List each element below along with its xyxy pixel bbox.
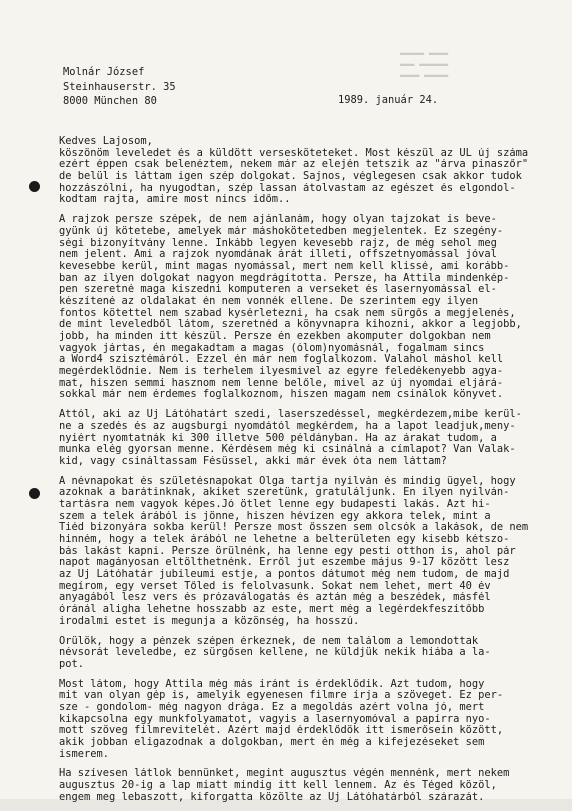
text-line: fontos kötettel nem szabad kysérletezni, ha csak nem sürgős a megjelenés, <box>59 307 516 319</box>
sender-address <box>63 65 176 109</box>
text-line: Most látom, hogy Attila még más iránt is érdeklődik. Azt tudom, hogy <box>59 678 485 690</box>
text-line: akik jobban eligazodnak a dolgokban, mert én még a kifejezéseket sem <box>59 737 485 748</box>
text-line: készítené az oldalakat én nem vonnék ellene. De szerintem egy ilyen <box>59 295 479 307</box>
punch-hole-top <box>29 181 40 192</box>
text-line: ségi bizonyítvány lenne. Inkább legyen kevesebb rajz, de még sehol meg <box>59 237 497 249</box>
text-line: Tiéd bizonyára sokba kerül! Persze most ősszen sem olcsók a lakások, de nem <box>59 522 529 534</box>
text-line: Ha szívesen látlok bennünket, megint augusztus végén mennénk, mert nekem <box>59 768 510 780</box>
salutation-line: Kedves Lajosom, <box>59 136 153 147</box>
text-line: engem meg lebaszott, kiforgatta közölte az Új Látóhatárból szárazát. <box>59 791 485 803</box>
text-line: Örülök, hogy a pénzek szépen érkeznek, de nem találom a lemondottak <box>59 635 479 647</box>
text-line: szem a telek árából is jönne, hiszen hévízen egy akkora telek, mint a <box>59 510 491 522</box>
text-line: ezért éppen csak belenéztem, nekem már az elején tetszik az "árva pinaszőr" <box>59 159 529 171</box>
text-line: pot. <box>59 658 85 670</box>
text-line: a Word4 szisztémáról. Ezzel én már nem foglalkozom. Valahol máshol kell <box>59 354 504 366</box>
paragraph <box>59 148 554 206</box>
text-line: mott szöveg filmrevitelét. Azért majd érdeklődök itt ismerősein között, <box>59 725 504 737</box>
text-line: kevesebbe kerül, mint magas nyomással, mert nem kell klissé, ami korább- <box>59 260 510 272</box>
text-line: hozzászólni, ha nyugodtan, szép lassan átolvastam az egészet és elgondol- <box>59 182 516 194</box>
text-line: A névnapokat és születésnapokat Olga tartja nyilván és mindig ügyel, hogy <box>59 475 516 487</box>
text-line: sokkal már nem érdemes foglalkoznom, hiszen magam nem csinálok könyvet. <box>59 389 504 401</box>
text-line: munka elég gyorsan menne. Kérdésem még ki csinálná a címlapot? Van Valak- <box>59 444 516 456</box>
paragraph <box>59 768 554 803</box>
text-line: megírom, egy verset Tőled is felolvasunk. Sokat nem lehet, mert 40 év <box>59 580 491 592</box>
text-line: kodtam rajta, amire most nincs időm.. <box>59 194 291 206</box>
text-line: irodalmi estet is megunja a közönség, ha hosszú. <box>59 615 360 627</box>
punch-hole-bottom <box>29 488 40 499</box>
paragraph <box>59 214 554 401</box>
show-through-text: ▬▬▬▬▬ ▬▬▬▬ ▬▬▬ ▬▬▬▬▬▬ ▬▬▬▬ ▬▬▬▬▬ <box>400 49 449 80</box>
text-line: vagyok jártas, én megakadtam a magas (ólom)nyomásnál, fogalmam sincs <box>59 342 485 354</box>
paragraph <box>59 679 554 761</box>
text-line: köszönöm leveledet és a küldött versesköteteket. Most készül az UL új száma <box>59 147 529 159</box>
paragraph <box>59 409 554 467</box>
text-line: pen szeretné maga kiszedni komputeren a verseket és lasernyomással el- <box>59 284 497 296</box>
letter-body <box>59 136 554 811</box>
sender-street: Steinhauserstr. 35 <box>63 80 176 93</box>
text-line: tartásra nem vagyok képes.Jó ötlet lenne egy budapesti lakás. Azt hi- <box>59 498 491 510</box>
letter-date: 1989. január 24. <box>338 94 439 106</box>
text-line: az Új Látóhatár jubileumi estje, a pontos dátumot még nem tudom, de majd <box>59 569 510 581</box>
text-line: mit van olyan gép is, amelyik egyenesen filmre írja a szöveget. Ez per- <box>59 690 504 702</box>
text-line: kikapcsolna egy munkfolyamatot, vagyis a lasernyomóval a papírra nyo- <box>59 713 491 725</box>
text-line: nyiért nyomtatnák ki 300 illetve 500 példányban. Ha az árakat tudom, a <box>59 432 497 444</box>
text-line: hinném, hogy a telek árából ne lehetne a belterületen egy kisebb kétszo- <box>59 534 510 545</box>
text-line: ban az ilyen dolgokat nagyon megdrágította. Persze, ha Attila mindenkép- <box>59 272 510 284</box>
text-line: névsorát leveledbe, ez sürgősen kellene, ne küldjük nekik hiába a la- <box>59 647 491 659</box>
text-line: óránál aligha lehetne hosszabb az este, mert még a legérdekfeszítőbb <box>59 604 485 616</box>
sender-city: 8000 München 80 <box>63 95 157 107</box>
text-line: Attól, aki az Új Látóhatárt szedi, laserszedéssel, megkérdezem,mibe kerül- <box>59 409 522 421</box>
text-line: ne a szedés és az augsburgi nyomdától megkérdem, ha a lapot leadjuk,meny- <box>59 420 516 432</box>
text-line: kid, vagy csináltassam Fésüssel, akki már évek óta nem láttam? <box>59 455 447 467</box>
text-line: jobb, ha minden itt készül. Persze én ezekben akomputer dolgokban nem <box>59 331 491 342</box>
text-line: mat, hiszen semmi hasznom nem lenne belőle, mivel az új nyomdai eljárá- <box>59 377 504 389</box>
text-line: gyünk új kötetebe, amelyek már máshokötetedben megjelentek. Ez szegény- <box>59 225 504 237</box>
text-line: megérdeklődnie. Nem is terhelem ilyesmivel az egyre feledékenyebb agya- <box>59 366 504 378</box>
text-line: napot magányosan eltölthetnénk. Erről jut eszembe május 9-17 között lesz <box>59 557 510 569</box>
text-line: sze - gondolom- még nagyon drága. Ez a megoldás azért volna jó, mert <box>59 701 485 713</box>
text-line: bás lakást kapni. Persze örülnénk, ha lenne egy pesti otthon is, ahol pár <box>59 545 516 557</box>
sender-name: Molnár József <box>63 66 145 78</box>
text-line: azoknak a barátinknak, akiket szeretünk, gratuláljunk. Én ilyen nyilván- <box>59 487 510 499</box>
text-line: anyagából lesz vers és prózaválogatás és aztán még a beszédek, másfél <box>59 592 491 604</box>
text-line: A rajzok persze szépek, de nem ajánlanám, hogy olyan tajzokat is beve- <box>59 214 497 226</box>
text-line: de belül is láttam igen szép dolgokat. Sajnos, véglegesen csak akkor tudok <box>59 171 522 183</box>
paragraph <box>59 636 554 671</box>
text-line: ismerem. <box>59 748 110 760</box>
text-line: augusztus 20-ig a lap miatt mindig itt kell lennem. Az és Téged közöl, <box>59 780 497 792</box>
text-line: de mint leveledből látom, szeretnéd a könyvnapra kihozni, akkor a legjobb, <box>59 319 522 331</box>
paragraph <box>59 476 554 628</box>
text-line: nem jelent. Ami a rajzok nyomdának árát illeti, offszetnyomással jóval <box>59 249 497 261</box>
salutation <box>59 136 554 148</box>
